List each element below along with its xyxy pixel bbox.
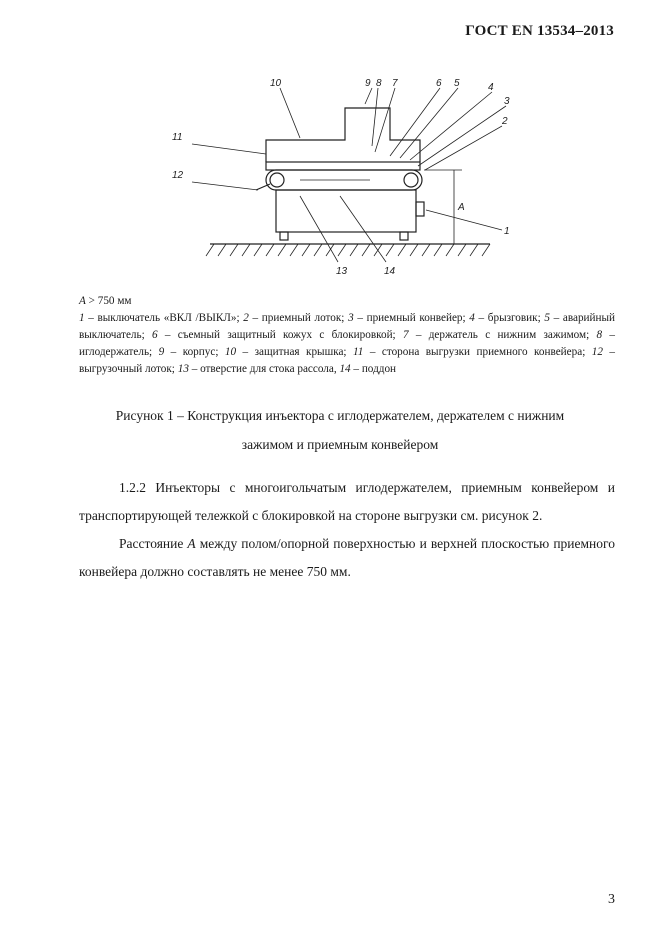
casing-band: [266, 162, 420, 170]
legend-text-4: – брызговик;: [474, 312, 545, 324]
legend-num-2: 2: [243, 312, 249, 324]
label-7: 7: [392, 78, 398, 89]
protective-cover: [266, 108, 420, 162]
conveyor-roller-right: [404, 173, 418, 187]
label-12: 12: [172, 170, 184, 181]
label-9: 9: [365, 78, 371, 89]
label-4: 4: [488, 82, 494, 93]
legend-num-11: 11: [353, 346, 364, 358]
label-13: 13: [336, 266, 348, 277]
document-header: ГОСТ EN 13534–2013: [465, 23, 614, 39]
leader-lines: [192, 88, 506, 262]
legend-num-4: 4: [469, 312, 475, 324]
legend-num-7: 7: [402, 329, 409, 341]
legend-text-9: – корпус;: [164, 346, 225, 358]
legend-num-13: 13: [177, 363, 189, 375]
para2-start: Расстояние: [119, 536, 188, 551]
legend-num-14: 14: [339, 363, 351, 375]
figure-title-line-1: Рисунок 1 – Конструкция инъектора с иглодержателем, держателем с нижним: [115, 408, 565, 423]
legend-text-7: – держатель с нижним зажимом;: [408, 329, 597, 341]
label-5: 5: [454, 78, 460, 89]
foot-right: [400, 232, 408, 240]
body-text: [79, 474, 615, 586]
figure-title-line-2: зажимом и приемным конвейером: [241, 437, 439, 452]
legend-num-10: 10: [224, 346, 237, 358]
figure-legend: [79, 310, 615, 378]
paragraph-1-2-2: 1.2.2 Инъекторы с многоигольчатым иглодержателем, приемным конвейером и транспортирующей тележкой с блокировкой на стороне выгрузки см. рисунок 2.: [79, 480, 615, 523]
legend-num-6: 6: [152, 329, 158, 341]
legend-num-5: 5: [544, 312, 550, 324]
page-number: 3: [608, 892, 615, 907]
legend-text-5: – аварийный выключатель;: [79, 312, 615, 341]
dimension-var: A: [79, 295, 86, 307]
label-2: 2: [502, 116, 508, 127]
label-6: 6: [436, 78, 442, 89]
figure-title: [60, 401, 620, 459]
on-off-switch: [416, 202, 424, 216]
figure-injector-diagram: [172, 74, 530, 284]
unloading-tray: [256, 184, 270, 190]
foot-left: [280, 232, 288, 240]
legend-text-3: – приемный конвейер;: [353, 312, 470, 324]
injector-drawing: [172, 74, 530, 284]
legend-text-13: – отверстие для стока рассола,: [188, 363, 340, 375]
label-3: 3: [504, 96, 510, 107]
legend-num-3: 3: [348, 312, 354, 324]
paragraph-distance-a: [79, 530, 615, 586]
figure-legend-block: [79, 293, 615, 378]
label-1: 1: [504, 226, 510, 237]
label-8: 8: [376, 78, 382, 89]
legend-text-6: – съемный защитный кожух с блокировкой;: [157, 329, 403, 341]
floor-hatching: [206, 244, 490, 256]
para2-rest: между полом/опорной поверхностью и верхней плоскостью приемного конвейера должно составлять не менее 750 мм.: [79, 536, 615, 579]
conveyor-roller-left: [270, 173, 284, 187]
legend-num-8: 8: [596, 329, 603, 341]
label-14: 14: [384, 266, 396, 277]
dimension-note: [79, 293, 615, 310]
label-a: A: [458, 202, 465, 213]
legend-num-1: 1: [79, 312, 85, 324]
legend-text-10: – защитная крышка;: [236, 346, 353, 358]
legend-text-11: – сторона выгрузки приемного конвейера;: [363, 346, 592, 358]
legend-num-12: 12: [591, 346, 603, 358]
machine-body: [276, 190, 416, 232]
label-11: 11: [172, 132, 183, 143]
legend-text-12: – выгрузочный лоток;: [79, 346, 616, 375]
dimension-value: > 750 мм: [85, 295, 132, 307]
legend-text-2: – приемный лоток;: [248, 312, 349, 324]
legend-text-14: – поддон: [350, 363, 397, 375]
label-10: 10: [270, 78, 282, 89]
legend-num-9: 9: [158, 346, 165, 358]
para2-var: A: [187, 536, 196, 551]
legend-text-8: – иглодержатель;: [79, 329, 616, 358]
legend-text-1: – выключатель «ВКЛ /ВЫКЛ»;: [84, 312, 244, 324]
